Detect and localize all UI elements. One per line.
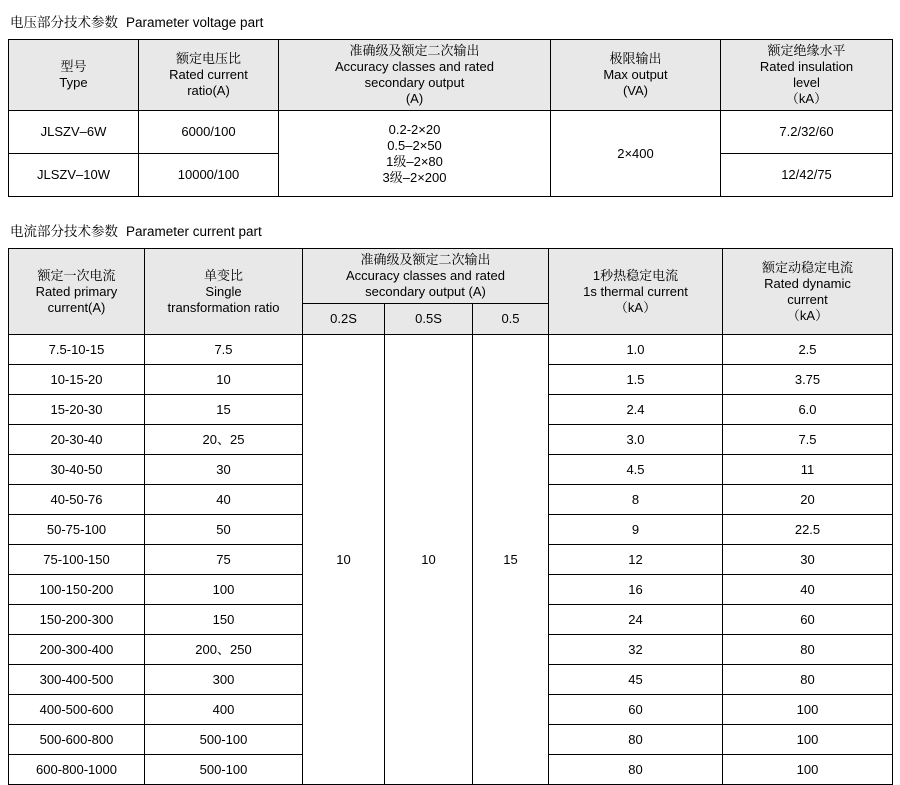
voltage-header-insulation <box>721 40 893 111</box>
current-header-dynamic <box>723 249 893 335</box>
current-primary-11: 300-400-500 <box>9 665 145 695</box>
current-thermal-9: 24 <box>549 605 723 635</box>
current-thermal-3: 3.0 <box>549 425 723 455</box>
current-subheader-0.5: 0.5 <box>473 304 549 335</box>
current-header-primary <box>9 249 145 335</box>
current-thermal-6: 9 <box>549 515 723 545</box>
current-ratio-14: 500-100 <box>145 755 303 785</box>
current-primary-2: 15-20-30 <box>9 395 145 425</box>
current-primary-9: 150-200-300 <box>9 605 145 635</box>
current-ratio-6: 50 <box>145 515 303 545</box>
current-ratio-11: 300 <box>145 665 303 695</box>
current-dynamic-7: 30 <box>723 545 893 575</box>
current-primary-1: 10-15-20 <box>9 365 145 395</box>
current-primary-0: 7.5-10-15 <box>9 335 145 365</box>
current-dynamic-2: 6.0 <box>723 395 893 425</box>
current-parameter-table <box>8 248 893 785</box>
current-dynamic-1: 3.75 <box>723 365 893 395</box>
current-thermal-4: 4.5 <box>549 455 723 485</box>
current-thermal-1: 1.5 <box>549 365 723 395</box>
current-dynamic-9: 60 <box>723 605 893 635</box>
current-ratio-2: 15 <box>145 395 303 425</box>
current-dynamic-11: 80 <box>723 665 893 695</box>
voltage-header-maxoutput-cn: 极限输出 <box>609 51 662 66</box>
current-ratio-8: 100 <box>145 575 303 605</box>
voltage-parameter-table <box>8 39 893 197</box>
voltage-type-0: JLSZV–6W <box>9 111 139 154</box>
current-thermal-12: 60 <box>549 695 723 725</box>
current-ratio-12: 400 <box>145 695 303 725</box>
current-header-accuracy-en2: secondary output (A) <box>365 284 486 299</box>
voltage-header-insulation-cn: 额定绝缘水平 <box>767 43 846 58</box>
current-thermal-5: 8 <box>549 485 723 515</box>
current-header-thermal <box>549 249 723 335</box>
current-accuracy-value-0.2S: 10 <box>303 335 385 785</box>
table-row <box>9 111 893 154</box>
voltage-header-maxoutput-en: Max output <box>603 67 668 82</box>
current-thermal-0: 1.0 <box>549 335 723 365</box>
current-thermal-11: 45 <box>549 665 723 695</box>
current-thermal-14: 80 <box>549 755 723 785</box>
current-thermal-10: 32 <box>549 635 723 665</box>
current-section-title-cn: 电流部分技术参数 <box>10 224 118 239</box>
current-dynamic-6: 22.5 <box>723 515 893 545</box>
current-ratio-3: 20、25 <box>145 425 303 455</box>
current-thermal-2: 2.4 <box>549 395 723 425</box>
current-thermal-7: 12 <box>549 545 723 575</box>
current-primary-10: 200-300-400 <box>9 635 145 665</box>
voltage-header-ratio-en: Rated current <box>169 67 248 82</box>
voltage-accuracy-line-0: 0.2-2×20 <box>388 121 441 137</box>
current-accuracy-value-0.5S: 10 <box>385 335 473 785</box>
current-primary-4: 30-40-50 <box>9 455 145 485</box>
current-primary-12: 400-500-600 <box>9 695 145 725</box>
current-header-thermal-en2: （kA） <box>614 299 657 315</box>
current-header-dynamic-en2: current <box>787 291 828 307</box>
voltage-header-insulation-en2: level <box>793 75 820 90</box>
voltage-max-output-value: 2×400 <box>551 111 721 197</box>
current-header-ratio-cn: 单变比 <box>203 267 243 283</box>
current-primary-6: 50-75-100 <box>9 515 145 545</box>
current-dynamic-8: 40 <box>723 575 893 605</box>
voltage-header-maxoutput <box>551 40 721 111</box>
current-header-ratio-en2: transformation ratio <box>167 299 280 315</box>
current-ratio-1: 10 <box>145 365 303 395</box>
current-primary-7: 75-100-150 <box>9 545 145 575</box>
voltage-accuracy-line-1: 0.5–2×50 <box>387 137 442 153</box>
voltage-header-accuracy-en: Accuracy classes and rated <box>335 59 494 74</box>
current-dynamic-13: 100 <box>723 725 893 755</box>
current-ratio-9: 150 <box>145 605 303 635</box>
voltage-header-insulation-en3: （kA） <box>785 91 828 106</box>
voltage-header-type-en: Type <box>59 75 88 90</box>
voltage-header-accuracy-cn: 准确级及额定二次输出 <box>349 43 480 58</box>
voltage-insulation-0: 7.2/32/60 <box>721 111 893 154</box>
voltage-header-ratio-en2: ratio(A) <box>187 83 230 98</box>
current-header-thermal-en: 1s thermal current <box>583 283 688 299</box>
current-dynamic-0: 2.5 <box>723 335 893 365</box>
voltage-ratio-0: 6000/100 <box>139 111 279 154</box>
voltage-header-ratio <box>139 40 279 111</box>
current-primary-13: 500-600-800 <box>9 725 145 755</box>
current-ratio-10: 200、250 <box>145 635 303 665</box>
current-table-header-row <box>9 249 893 304</box>
voltage-header-maxoutput-en2: (VA) <box>622 83 649 98</box>
voltage-header-type <box>9 40 139 111</box>
current-section-title-en: Parameter current part <box>126 224 262 239</box>
voltage-insulation-1: 12/42/75 <box>721 154 893 197</box>
current-subheader-0.5S: 0.5S <box>385 304 473 335</box>
current-ratio-13: 500-100 <box>145 725 303 755</box>
current-dynamic-12: 100 <box>723 695 893 725</box>
current-header-accuracy-en: Accuracy classes and rated <box>346 268 505 283</box>
voltage-header-type-cn: 型号 <box>60 59 87 74</box>
voltage-section-title-cn: 电压部分技术参数 <box>10 15 118 30</box>
current-ratio-5: 40 <box>145 485 303 515</box>
voltage-accuracy-line-2: 1级–2×80 <box>386 153 443 169</box>
current-header-ratio-en: Single <box>205 283 242 299</box>
current-header-thermal-cn: 1秒热稳定电流 <box>592 267 679 283</box>
current-thermal-13: 80 <box>549 725 723 755</box>
current-header-primary-cn: 额定一次电流 <box>37 267 116 283</box>
current-ratio-7: 75 <box>145 545 303 575</box>
current-dynamic-14: 100 <box>723 755 893 785</box>
current-dynamic-5: 20 <box>723 485 893 515</box>
current-dynamic-10: 80 <box>723 635 893 665</box>
current-thermal-8: 16 <box>549 575 723 605</box>
current-primary-8: 100-150-200 <box>9 575 145 605</box>
voltage-type-1: JLSZV–10W <box>9 154 139 197</box>
current-dynamic-3: 7.5 <box>723 425 893 455</box>
voltage-table-header-row <box>9 40 893 111</box>
current-dynamic-4: 11 <box>723 455 893 485</box>
voltage-section-title-en: Parameter voltage part <box>126 15 264 30</box>
current-header-ratio <box>145 249 303 335</box>
current-ratio-4: 30 <box>145 455 303 485</box>
voltage-accuracy-values <box>279 111 551 197</box>
current-ratio-0: 7.5 <box>145 335 303 365</box>
current-primary-14: 600-800-1000 <box>9 755 145 785</box>
voltage-header-ratio-cn: 额定电压比 <box>175 51 241 66</box>
current-header-accuracy-cn: 准确级及额定二次输出 <box>360 252 491 267</box>
voltage-header-accuracy <box>279 40 551 111</box>
section-spacer <box>8 197 892 219</box>
current-subheader-0.2S: 0.2S <box>303 304 385 335</box>
current-primary-3: 20-30-40 <box>9 425 145 455</box>
voltage-section-title <box>10 14 892 32</box>
current-header-dynamic-en3: （kA） <box>786 307 829 323</box>
current-header-dynamic-cn: 额定动稳定电流 <box>761 259 853 275</box>
current-section-title <box>10 223 892 241</box>
table-row <box>9 335 893 365</box>
voltage-header-accuracy-en3: (A) <box>405 91 424 106</box>
current-primary-5: 40-50-76 <box>9 485 145 515</box>
voltage-accuracy-line-3: 3级–2×200 <box>382 169 447 185</box>
voltage-header-insulation-en: Rated insulation <box>759 59 854 74</box>
voltage-ratio-1: 10000/100 <box>139 154 279 197</box>
current-header-accuracy <box>303 249 549 304</box>
voltage-header-accuracy-en2: secondary output <box>364 75 465 90</box>
current-accuracy-value-0.5: 15 <box>473 335 549 785</box>
current-header-primary-en2: current(A) <box>47 299 106 315</box>
current-header-primary-en: Rated primary <box>35 283 118 299</box>
current-header-dynamic-en: Rated dynamic <box>764 275 851 291</box>
